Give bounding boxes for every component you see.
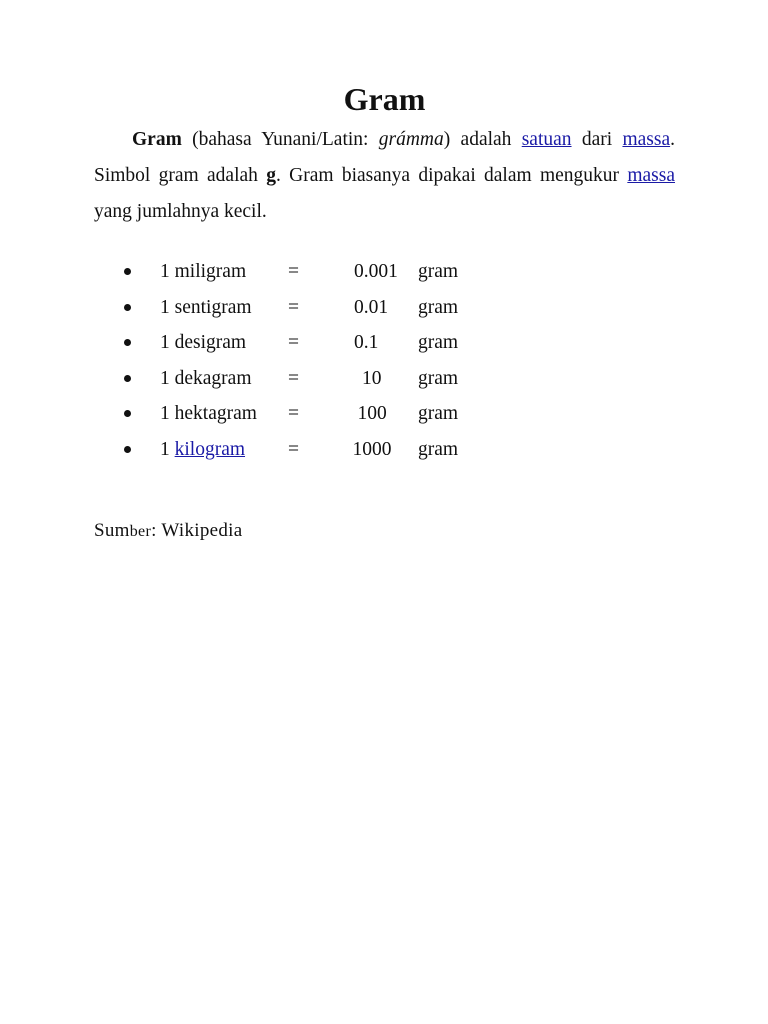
conversion-unit-name: hektagram (174, 403, 257, 424)
intro-text-6: yang jumlahnya kecil. (94, 201, 267, 222)
intro-foreign-word: grámma (378, 129, 444, 150)
conversion-item (94, 361, 675, 397)
bullet-icon (124, 339, 131, 346)
intro-text-5: . Gram biasanya dipakai dalam mengukur (275, 165, 628, 186)
intro-term: Gram (132, 129, 182, 150)
page-title: Gram (343, 81, 426, 117)
bullet-icon (124, 304, 131, 311)
conversion-unit (160, 254, 246, 290)
conversion-prefix: 1 (160, 438, 175, 460)
intro-text-3: dari (571, 129, 623, 150)
conversion-item (94, 290, 675, 326)
intro-text-1: (bahasa Yunani/Latin: (181, 129, 379, 150)
conversion-prefix: 1 (160, 261, 175, 282)
bullet-icon (124, 268, 131, 275)
conversion-equals: = (288, 403, 299, 424)
intro-text-4: . Simbol gram adalah (94, 129, 675, 186)
conversion-prefix: 1 (160, 332, 175, 353)
bullet-icon (124, 446, 131, 453)
intro-paragraph (94, 122, 675, 230)
link-massa[interactable]: massa (622, 129, 671, 150)
conversion-item (94, 325, 675, 361)
conversion-gram: gram (418, 403, 459, 424)
conversion-value: 10 (362, 367, 382, 389)
conversion-unit (160, 432, 245, 468)
source-label-c: : (151, 520, 162, 541)
conversion-unit (160, 396, 257, 432)
link-massa-2[interactable]: massa (627, 165, 675, 186)
conversion-gram: gram (418, 438, 459, 460)
conversion-unit-name: sentigram (174, 296, 252, 318)
conversion-item (94, 396, 675, 432)
conversion-value: 1000 (352, 438, 392, 460)
intro-text-2: ) adalah (443, 129, 522, 150)
conversion-prefix: 1 (160, 296, 175, 318)
conversion-gram: gram (418, 367, 459, 389)
source-value: Wikipedia (161, 520, 243, 541)
source-line (94, 515, 242, 548)
conversion-unit-name: dekagram (174, 367, 252, 389)
conversion-value: 0.01 (354, 296, 389, 318)
conversion-unit (160, 290, 252, 326)
link-satuan[interactable]: satuan (521, 129, 572, 150)
bullet-icon (124, 375, 131, 382)
conversion-unit-name: miligram (174, 261, 247, 282)
source-label-b: ber (129, 523, 152, 540)
conversion-equals: = (288, 332, 299, 353)
conversion-gram: gram (418, 332, 459, 353)
conversion-value: 0.001 (354, 261, 398, 282)
conversion-gram: gram (418, 296, 459, 318)
conversion-prefix: 1 (160, 367, 175, 389)
intro-symbol: g (266, 165, 276, 186)
conversion-item (94, 432, 675, 468)
conversion-unit-name: desigram (174, 332, 247, 353)
conversion-equals: = (288, 438, 299, 460)
conversion-gram: gram (418, 261, 459, 282)
conversion-equals: = (288, 367, 299, 389)
conversion-unit (160, 361, 252, 397)
conversion-value: 100 (357, 403, 387, 424)
conversion-list (94, 254, 675, 467)
conversion-unit (160, 325, 246, 361)
conversion-value: 0.1 (354, 332, 379, 353)
conversion-equals: = (288, 296, 299, 318)
link-kilogram[interactable]: kilogram (174, 438, 246, 460)
conversion-equals: = (288, 261, 299, 282)
conversion-prefix: 1 (160, 403, 175, 424)
bullet-icon (124, 410, 131, 417)
conversion-item (94, 254, 675, 290)
source-label-a: Sum (94, 520, 130, 541)
